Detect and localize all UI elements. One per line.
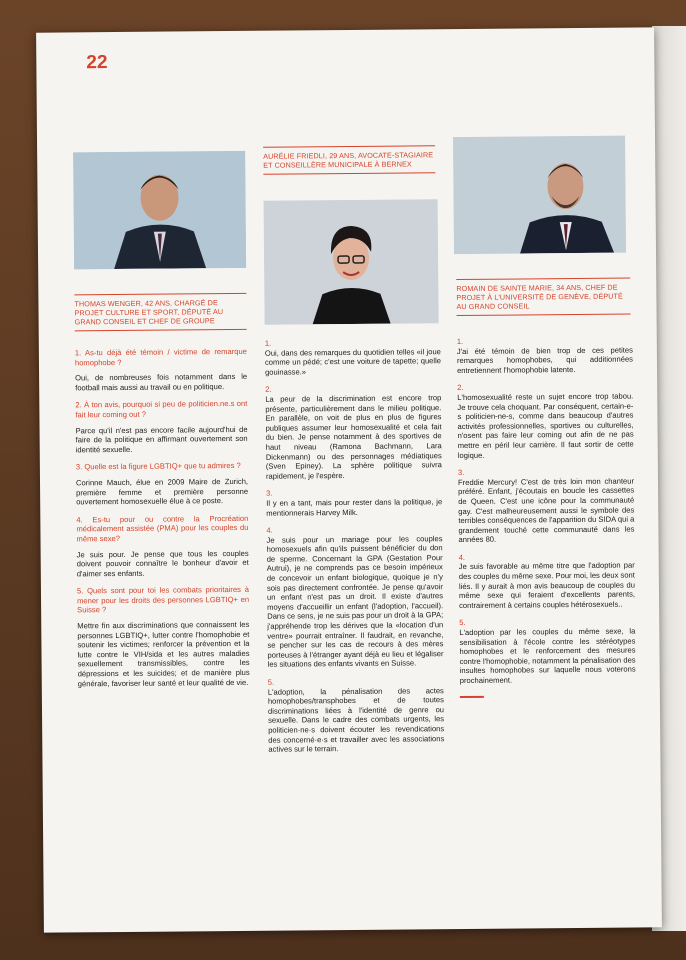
question-1: 1. As-tu déjà été témoin / victime de remarque homophobe ? <box>74 346 247 367</box>
answer-block <box>458 467 635 545</box>
answer-text: Je suis pour un mariage pour les couples homosexuels afin qu'ils puissent bénéficier du don de sperme. Concernant la GPA (Gestation Pour Autrui), je ne comprends pas ce besoin impérieux de concevoir un enfant biologique, quoique je n'y sois pas directement confrontée. Je pense qu'avoir un enfant n'est pas un droit. Il existe d'autres moyens d'accueillir un enfant (l'adoption, l'accueil). Dans ce sens, je ne suis pas pour un droit à la GPA; j'appréhende trop les dérives que la «location d'un ventre» pourrait entraîner. Il faudrait, en revanche, se pencher sur les cas de recours à des mères porteuses à l'étranger ayant déjà eu lieu et légaliser les situations des enfants vivants en Suisse. <box>266 533 444 670</box>
page-number: 22 <box>86 52 108 74</box>
answer-text: L'adoption, la pénalisation des actes homophobes/transphobes et de toutes discriminations liées à l'identité de genre ou sexuelle. Dans le cadre des combats urgents, les politicien·ne·s doivent écouter les revendications des concerné·e·s et travailler avec les associations actives sur le terrain. <box>267 685 445 754</box>
answer-number: 4. <box>266 525 273 535</box>
answer-5: Mettre fin aux discriminations que connaissent les personnes LGBTIQ+, lutter contre l'homophobie et soutenir les victimes; renforcer la prévention et la lutte contre le VIH/sida et les autres maladies sexuellement transmissibles, contre les dépressions et les suicides; et de manière plus générale, favoriser leur santé et leur qualité de vie. <box>77 619 250 688</box>
bio-aurelie <box>263 141 435 178</box>
answer-block <box>265 384 442 481</box>
answer-text: J'ai été témoin de bien trop de ces petites remarques homophobes, qui additionnées entretiennent l'homophobie latente. <box>456 345 633 375</box>
answer-number: 1. <box>264 338 272 348</box>
portrait-photo-aurelie <box>264 199 439 325</box>
answer-number: 1. <box>456 336 464 347</box>
divider <box>456 278 630 281</box>
answer-1: Oui, de nombreuses fois notamment dans le football mais aussi au travail ou en politique. <box>75 372 248 393</box>
qa-body-thomas <box>75 347 250 697</box>
answer-2: Parce qu'il n'est pas encore facile aujourd'hui de faire de la politique en affirmant ouvertement son identité sexuelle. <box>75 424 248 455</box>
divider <box>263 145 435 148</box>
answers-aurelie <box>265 337 445 762</box>
answer-block <box>266 488 442 518</box>
end-mark <box>460 695 484 697</box>
answer-block <box>459 617 636 686</box>
portrait-photo-thomas <box>73 151 246 269</box>
answer-block <box>457 336 633 376</box>
question-4: 4. Es-tu pour ou contre la Procréation médicalement assistée (PMA) pour les couples du même sexe? <box>76 513 249 544</box>
answer-number: 4. <box>458 552 466 562</box>
question-3: 3. Quelle est la figure LGBTIQ+ que tu admires ? <box>75 461 241 472</box>
answer-number: 2. <box>457 383 464 393</box>
divider <box>75 329 247 332</box>
divider <box>74 293 246 296</box>
answer-block <box>268 676 445 754</box>
answer-number: 5. <box>459 618 466 628</box>
answer-text: L'homosexualité reste un sujet encore trop tabou. Je trouve cela choquant. Par conséquent, certain-e-s politicien-ne-s, comme dans beaucoup d'autres activités professionnelles, sportives ou culturelles, n'osent pas faire leur coming out afin de ne pas mettre en péril leur carrière. Il faut sortir de cette logique. <box>457 391 634 460</box>
answer-block <box>266 524 443 669</box>
answer-text: L'adoption par les couples du même sexe, la sensibilisation à l'école contre les stéréotypes homophobes et le renforcement des mesures contre l'homophobie, notamment la pénalisation des insultes homophobes sur laquelle nous voterons prochainement. <box>459 626 636 686</box>
divider <box>263 172 435 175</box>
answer-block <box>265 337 441 377</box>
bio-text: THOMAS WENGER, 42 ANS, CHARGÉ DE PROJET CULTURE ET SPORT, DÉPUTÉ AU GRAND CONSEIL ET CHEF DE GROUPE <box>74 298 224 327</box>
answer-number: 3. <box>457 468 465 478</box>
answer-block <box>457 382 634 460</box>
bio-text: ROMAIN DE SAINTE MARIE, 34 ANS, CHEF DE PROJET À L'UNIVERSITÉ DE GENÈVE, DÉPUTÉ AU GRAND CONSEIL <box>456 282 623 312</box>
answer-number: 3. <box>266 488 273 499</box>
answer-text: Il y en a tant, mais pour rester dans la politique, je mentionnerais Harvey Milk. <box>266 497 443 518</box>
answer-number: 2. <box>265 385 272 395</box>
magazine-page <box>36 27 662 932</box>
answer-text: La peur de la discrimination est encore trop présente, particulièrement dans le milieu politique. En parallèle, on voit de plus en plus de figures publiques assumer leur homosexualité et cela fait du bien. Je pense notamment à des sportives de haut niveau (Ramona Bachmann, Lara Dickenmann) ou des personnages médiatiques (Sven Epiney). La sphère politique suivra rapidement, je l'espère. <box>265 393 442 481</box>
answer-text: Je suis favorable au même titre que l'adoption par des couples du même sexe. Pour moi, les deux sont liés. Il y aurait à mon avis beaucoup de couples du même sexe qui feraient d'excellents parents, contrairement à certains couples hétérosexuels.. <box>458 560 636 610</box>
answer-4: Je suis pour. Je pense que tous les couples doivent pouvoir connaître le bonheur d'avoir et d'aimer ses enfants. <box>76 548 249 579</box>
divider <box>457 314 631 317</box>
bio-romain <box>456 274 630 321</box>
answer-text: Oui, dans des remarques du quotidien telles «il joue comme un pédé; c'est une voiture de tapette; quelle gouinasse.» <box>264 346 442 377</box>
answer-block <box>459 551 635 610</box>
question-2: 2. À ton avis, pourquoi si peu de politicien.ne.s ont fait leur coming out ? <box>75 399 248 420</box>
portrait-photo-romain <box>453 136 626 254</box>
question-5: 5. Quels sont pour toi les combats prioritaires à mener pour les droits des personnes LGBTIQ+ en Suisse ? <box>76 585 250 615</box>
answer-text: Freddie Mercury! C'est de très loin mon chanteur préféré. Enfant, j'écoutais en boucle les cassettes de Queen. C'est une icône pour la communauté gay. C'est malheureusement aussi le symbole des terribles conséquences de l'apparition du SIDA qui a grandement touché cette communauté dans les années 80. <box>457 476 635 545</box>
answer-number: 5. <box>267 677 275 687</box>
answer-3: Corinne Mauch, élue en 2009 Maire de Zurich, première femme et première personne ouvertement homosexuelle élue à ce poste. <box>75 476 249 507</box>
answers-romain <box>457 336 636 698</box>
bio-text: AURÉLIE FRIEDLI, 29 ANS, AVOCATE-STAGIAIRE ET CONSEILLÈRE MUNICIPALE À BERNEX <box>263 150 434 170</box>
bio-thomas <box>74 289 246 335</box>
